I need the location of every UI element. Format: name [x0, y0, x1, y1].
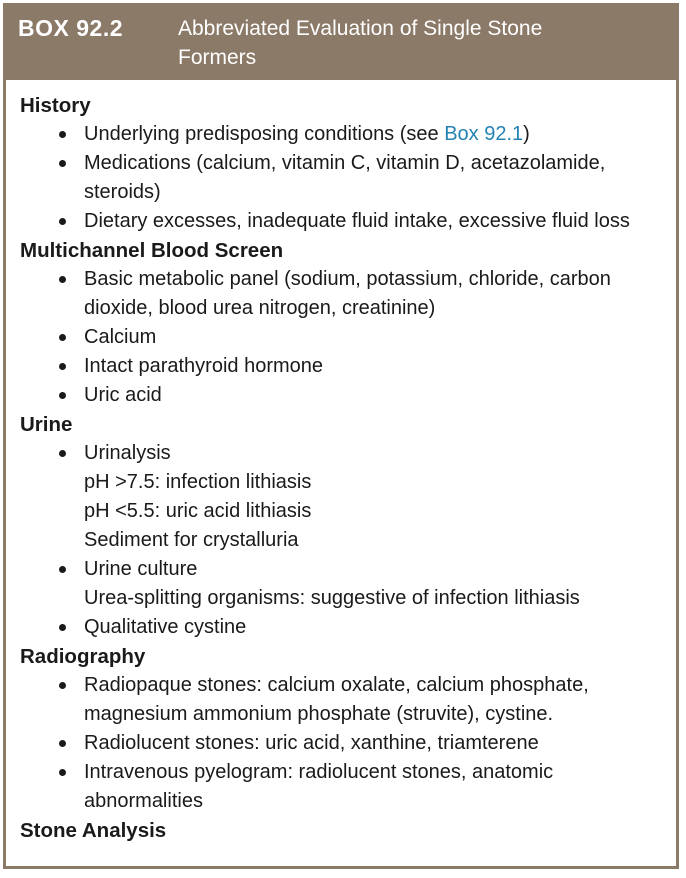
- bullet-list: [20, 439, 676, 642]
- list-item: Medications (calcium, vitamin C, vitamin D, acetazolamide, steroids): [20, 149, 676, 207]
- section-heading: Stone Analysis: [20, 819, 167, 842]
- section-urine: [20, 410, 676, 642]
- section-history: [20, 91, 676, 236]
- section-stone-analysis: [20, 816, 676, 845]
- sub-item: Urea-splitting organisms: suggestive of infection lithiasis: [84, 587, 580, 609]
- box-reference-link[interactable]: Box 92.1: [444, 123, 524, 145]
- box-header: [6, 6, 676, 80]
- list-item: Urinalysis pH >7.5: infection lithiasis pH <5.5: uric acid lithiasis Sediment for crystalluria: [20, 439, 676, 555]
- list-item: Intact parathyroid hormone: [20, 352, 676, 381]
- sub-item: pH <5.5: uric acid lithiasis: [84, 500, 312, 522]
- section-heading: History: [20, 94, 91, 117]
- list-item: Uric acid: [20, 381, 676, 410]
- list-item: Radiopaque stones: calcium oxalate, calcium phosphate, magnesium ammonium phosphate (struvite), cystine.: [20, 671, 676, 729]
- bullet-list: [20, 120, 676, 236]
- sub-item: Sediment for crystalluria: [84, 529, 299, 551]
- list-item: Radiolucent stones: uric acid, xanthine, triamterene: [20, 729, 676, 758]
- sub-item: pH >7.5: infection lithiasis: [84, 471, 312, 493]
- box-number: BOX 92.2: [18, 15, 123, 41]
- evaluation-box: [3, 3, 679, 869]
- list-item: Basic metabolic panel (sodium, potassium, chloride, carbon dioxide, blood urea nitrogen, creatinine): [20, 265, 676, 323]
- list-item: Calcium: [20, 323, 676, 352]
- section-radiography: [20, 642, 676, 816]
- list-item: Urine culture Urea-splitting organisms: suggestive of infection lithiasis: [20, 555, 676, 613]
- list-item: Dietary excesses, inadequate fluid intake, excessive fluid loss: [20, 207, 676, 236]
- box-title: Abbreviated Evaluation of Single Stone Formers: [178, 17, 543, 69]
- section-heading: Urine: [20, 413, 73, 436]
- bullet-list: [20, 265, 676, 410]
- section-heading: Multichannel Blood Screen: [20, 239, 284, 262]
- section-heading: Radiography: [20, 645, 146, 668]
- bullet-list: [20, 671, 676, 816]
- box-content: [6, 80, 676, 845]
- section-blood-screen: [20, 236, 676, 410]
- list-item: Intravenous pyelogram: radiolucent stones, anatomic abnormalities: [20, 758, 676, 816]
- list-item: Qualitative cystine: [20, 613, 676, 642]
- list-item: Underlying predisposing conditions (see Box 92.1): [20, 120, 676, 149]
